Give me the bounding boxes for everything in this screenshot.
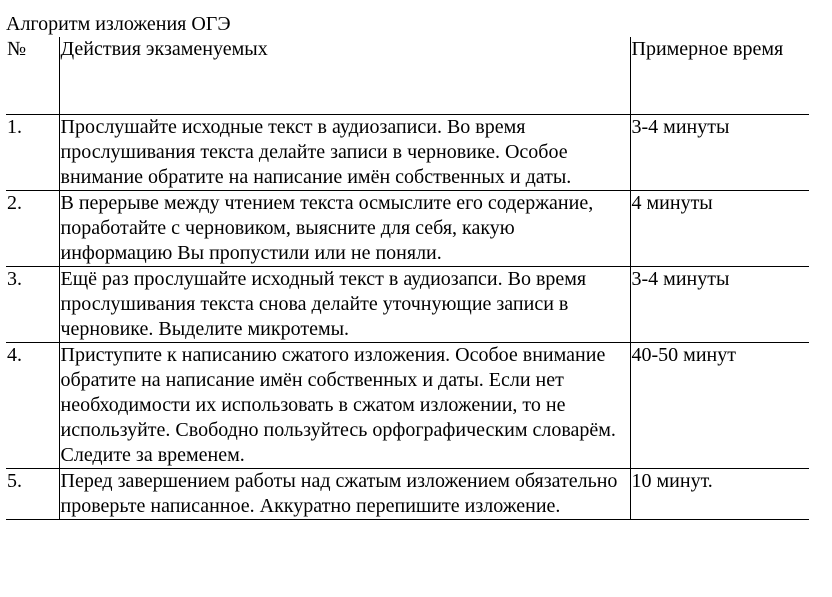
row-number: 2. bbox=[6, 191, 59, 267]
row-action: В перерыве между чтением текста осмыслите его содержание, поработайте с черновиком, выясните для себя, какую информацию Вы пропустили или не поняли. bbox=[59, 191, 630, 267]
table-row bbox=[6, 343, 809, 469]
row-number: 4. bbox=[6, 343, 59, 469]
row-time: 4 минуты bbox=[630, 191, 809, 267]
table-row bbox=[6, 267, 809, 343]
row-number: 1. bbox=[6, 115, 59, 191]
table-row bbox=[6, 191, 809, 267]
header-actions: Действия экзаменуемых bbox=[59, 37, 630, 115]
row-time: 10 минут. bbox=[630, 469, 809, 520]
table-row bbox=[6, 469, 809, 520]
algorithm-table bbox=[6, 37, 809, 520]
row-action: Перед завершением работы над сжатым изложением обязательно проверьте написанное. Аккуратно перепишите изложение. bbox=[59, 469, 630, 520]
row-time: 40-50 минут bbox=[630, 343, 809, 469]
header-time: Примерное время bbox=[630, 37, 809, 115]
table-row bbox=[6, 115, 809, 191]
row-time: 3-4 минуты bbox=[630, 267, 809, 343]
table-header-row bbox=[6, 37, 809, 115]
header-number: № bbox=[6, 37, 59, 115]
row-action: Приступите к написанию сжатого изложения. Особое внимание обратите на написание имён собственных и даты. Если нет необходимости их использовать в сжатом изложении, то не используйте. Свободно пользуйтесь орфографическим словарём. Следите за временем. bbox=[59, 343, 630, 469]
document-title: Алгоритм изложения ОГЭ bbox=[6, 13, 231, 35]
row-time: 3-4 минуты bbox=[630, 115, 809, 191]
row-number: 5. bbox=[6, 469, 59, 520]
row-action: Ещё раз прослушайте исходный текст в аудиозапси. Во время прослушивания текста снова делайте уточнующие записи в черновике. Выделите микротемы. bbox=[59, 267, 630, 343]
row-action: Прослушайте исходные текст в аудиозаписи. Во время прослушивания текста делайте записи в черновике. Особое внимание обратите на написание имён собственных и даты. bbox=[59, 115, 630, 191]
row-number: 3. bbox=[6, 267, 59, 343]
